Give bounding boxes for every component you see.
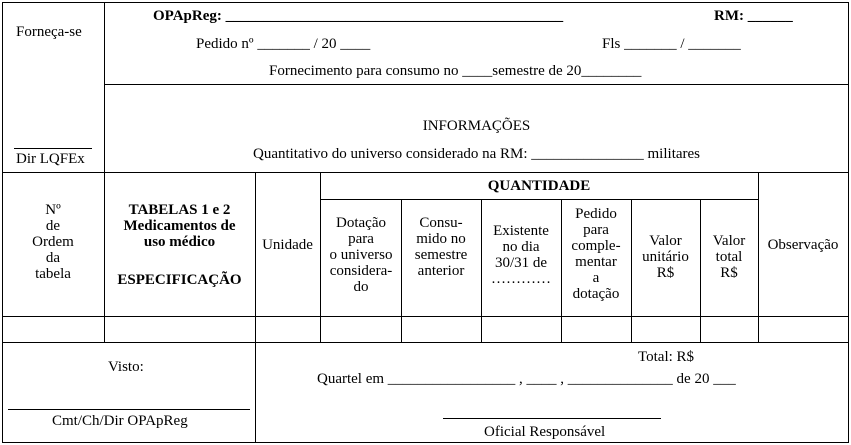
col-header-pedido: Pedido para comple- mentar a dotação — [571, 206, 621, 302]
oficial-signature-line — [443, 418, 661, 419]
dir-lqfex-label: Dir LQFEx — [16, 151, 85, 167]
quantitativo-field: Quantitativo do universo considerado na RM: _______________ militares — [252, 146, 701, 162]
col-header-observacao: Observação — [767, 237, 839, 253]
col-header-ordem: Nº de Ordem da tabela — [32, 202, 74, 282]
col-header-valor-unitario: Valor unitário R$ — [642, 233, 689, 281]
col-header-dotacao: Dotação para o universo considera- do — [329, 215, 393, 295]
rm-field: RM: ______ — [714, 8, 793, 24]
quantidade-group-header: QUANTIDADE — [487, 178, 591, 194]
border-top — [2, 2, 849, 3]
total-field: Total: R$ — [638, 349, 695, 365]
visto-label: Visto: — [108, 359, 144, 375]
col-header-consumido: Consu- mido no semestre anterior — [414, 215, 468, 279]
col-divider-2 — [255, 172, 256, 443]
dir-signature-line — [14, 148, 92, 149]
rule-header-bottom — [104, 84, 849, 85]
fls-field: Fls _______ / _______ — [602, 36, 741, 52]
col-divider-9 — [758, 172, 759, 343]
pedido-field: Pedido nº _______ / 20 ____ — [196, 36, 371, 52]
cmt-label: Cmt/Ch/Dir OPApReg — [52, 413, 188, 429]
rule-table-header-bottom — [2, 316, 849, 317]
rule-table-body-bottom — [2, 342, 849, 343]
col-header-valor-total: Valor total R$ — [712, 233, 746, 281]
col-header-especificacao-title: TABELAS 1 e 2 Medicamentos de uso médico — [123, 202, 236, 250]
quartel-field: Quartel em _________________ , ____ , ______________ de 20 ___ — [317, 371, 736, 387]
fornecimento-field: Fornecimento para consumo no ____semestre de 20________ — [269, 63, 642, 79]
border-right — [848, 2, 849, 443]
rule-quantidade-bottom — [320, 199, 758, 200]
visto-signature-line — [8, 409, 250, 410]
col-header-unidade: Unidade — [262, 237, 313, 253]
col-divider-1 — [104, 172, 105, 343]
border-bottom — [2, 442, 849, 443]
informacoes-title: INFORMAÇÕES — [422, 118, 531, 134]
oficial-label: Oficial Responsável — [484, 424, 606, 440]
rule-info-bottom — [2, 172, 849, 173]
opapreg-field: OPApReg: _____________________________________________ — [153, 8, 564, 24]
col-header-especificacao: ESPECIFICAÇÃO — [117, 272, 242, 288]
col-header-existente: Existente no dia 30/31 de ………… — [491, 223, 551, 287]
forneca-se-label: Forneça-se — [16, 24, 82, 40]
